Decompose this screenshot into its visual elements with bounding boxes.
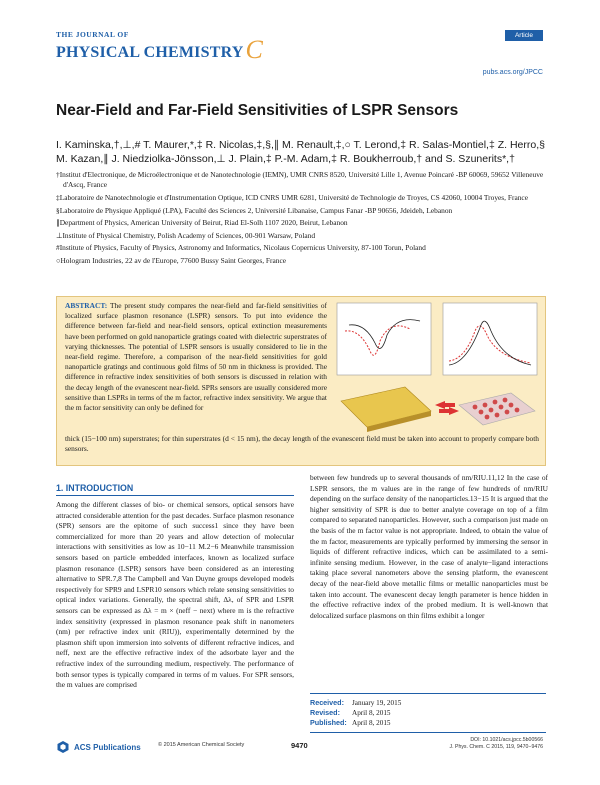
particle-grating-illustration xyxy=(459,393,535,425)
date-revised xyxy=(310,708,546,718)
date-published-value: April 8, 2015 xyxy=(352,719,391,728)
acs-hex-icon xyxy=(56,740,70,754)
page-number: 9470 xyxy=(291,741,308,750)
copyright-notice: © 2015 American Chemical Society xyxy=(158,742,245,748)
authors-line-1: I. Kaminska,†,⊥,# T. Maurer,*,‡ R. Nicolas,‡,§,∥ M. Renault,‡,○ T. Lerond,‡ R. Salas-Montiel,‡ Z. Herro,§ xyxy=(56,139,545,151)
date-received-value: January 19, 2015 xyxy=(352,699,402,707)
journal-prefix: THE JOURNAL OF xyxy=(56,30,129,39)
toc-graphic-svg xyxy=(335,301,541,434)
toc-graphic xyxy=(335,301,541,434)
journal-letter: C xyxy=(245,35,264,64)
journal-site-link[interactable]: pubs.acs.org/JPCC xyxy=(482,69,543,76)
author-list xyxy=(56,138,546,166)
publisher-logo[interactable] xyxy=(56,740,146,754)
abstract-label: ABSTRACT: xyxy=(65,301,108,310)
section-divider xyxy=(56,495,294,496)
comparison-arrow-back xyxy=(439,407,459,415)
body-column-left: Among the different classes of bio- or chemical sensors, optical sensors have attracted considerable attention for the past decades. Surface plasmon resonance (SPR) sensors are the epitome of such success1 since they have been commercialized for more than 20 years and allow detection of molecular interactions with sensitivities as low as 10−11 M.2−6 Meanwhile transmission sensors based on particle embedded interfaces, known as localized surface plasmon resonance (LSPR) sensors have been considered as an interesting alternative to SPR.7,8 The Campbell and Van Duyne groups developed models respectively for SPR9 and LSPR10 sensors which relate sensing sensitivities to optical index variations. Generally, the spectral shift, Δλ, of SPR and LSPR sensors can be expressed as Δλ = m × (neff − next) where m is the refractive index sensitivity (expressed in plasmon resonance peak shift in nanometers (nm) per refractive index unit (RIU)), experimentally determined by the plasmon shift upon immersion into solvents of different refractive indices, and neff, next are the effective refractive index of the adsorbate layer and the refractive index of the surrounding medium, respectively. The performance of both sensor types is typically compared in terms of m values. For SPR sensors, the m values are comprised xyxy=(56,500,294,690)
spectrum-panel-left xyxy=(337,303,431,375)
gold-film-illustration xyxy=(341,387,431,427)
publisher-name: ACS Publications xyxy=(74,742,141,752)
journal-masthead xyxy=(56,30,316,64)
affiliation-item: †Institut d'Electronique, de Microélectronique et de Nanotechnologie (IEMN), UMR CNRS 8520, Université Lille 1, Avenue Poincaré -BP 60069, 59652 Villeneuve d'Ascq, France xyxy=(56,170,544,190)
affiliation-item: ∥Department of Physics, American University of Beirut, Riad El-Solh 1107 2020, Beirut, Lebanon xyxy=(56,218,348,228)
authors-line-2: M. Kazan,∥ J. Niedziolka-Jönsson,⊥ J. Plain,‡ P.-M. Adam,‡ R. Boukherroub,† and S. Szunerits*,† xyxy=(56,153,515,165)
body-column-right: between few hundreds up to several thousands of nm/RIU.11,12 In the case of LSPR sensors, the m values are in the range of few hundreds of nm/RIU depending on the surface density of the nanoparticles.13−15 It is argued that the higher sensitivity of SPR is due to better analyte coverage on top of a film compared to separated nanoparticles. However, such a comparison just made on the basis of the m factor value is not appropriate. Indeed, to obtain the value of the m factor, measurements are typically performed by immersing the sensor in liquids of different refractive indices, which can be assimilated to a semi-infinite sensing medium. However, in the case of analyte−ligand interactions taking place several nanometers above the sensing platform, the evanescent decay of the near-field above metallic films or metallic nanoparticles must be taken into account. The evanescent decay length parameter is hence hidden in the effective refractive index of the probed medium. It is well-known that delocalized surface plasmons on thin films exhibit a longer xyxy=(310,473,548,620)
doi-link[interactable]: DOI: 10.1021/acs.jpcc.5b00566 xyxy=(470,737,543,743)
comparison-arrow xyxy=(435,401,455,409)
journal-name-row xyxy=(56,35,316,64)
affiliation-item: ‡Laboratoire de Nanotechnologie et d'Instrumentation Optique, ICD CNRS UMR 6281, Université de Technologie de Troyes, CS 42060, 10004 Troyes, France xyxy=(56,193,528,202)
abstract-text: The present study compares the near-field and far-field sensitivities of localized surface plasmon resonance (LSPR) sensors. To put into evidence the difference between far-field and near-field sensors, optical extinction measurements have been performed on gold nanoparticle gratings coated with dielectric superstrates of varying thicknesses. The potential of LSPR sensors is usually considered to lie in the near-field regime. Therefore, a comparison of the near-field sensitivities for gold nanoparticle gratings and continuous gold films of 50 nm in thickness is provided. The difference in refractive index sensitivities of both sensors is discussed in relation with the decay length of the evanescent near-field. SPRs sensors are usually considered more sensitive than LSPRs in terms of the m factor, refractive index sensitivity. We argue that the m factor sensitivity can only be defined for xyxy=(65,301,327,413)
affiliation-list xyxy=(56,170,546,269)
article-type-badge: Article xyxy=(505,30,543,41)
journal-name: PHYSICAL CHEMISTRY xyxy=(56,44,244,61)
abstract-body xyxy=(65,301,327,413)
spectrum-panel-right xyxy=(443,303,537,375)
paper-title: Near-Field and Far-Field Sensitivities of LSPR Sensors xyxy=(56,102,459,119)
date-received xyxy=(310,698,546,708)
section-heading-introduction: 1. INTRODUCTION xyxy=(56,483,134,493)
publication-dates xyxy=(310,693,546,733)
affiliation-item: ⊥Institute of Physical Chemistry, Polish Academy of Sciences, 00-901 Warsaw, Poland xyxy=(56,230,316,240)
affiliation-item: #Institute of Physics, Faculty of Physics, Astronomy and Informatics, Nicolaus Copernicus University, 87-100 Torun, Poland xyxy=(56,243,426,253)
date-received-label: Received: xyxy=(310,698,344,707)
citation: J. Phys. Chem. C 2015, 119, 9470−9476 xyxy=(449,744,543,750)
affiliation-item: ○Hologram Industries, 22 av de l'Europe, 77600 Bussy Saint Georges, France xyxy=(56,255,287,265)
date-revised-value: April 8, 2015 xyxy=(352,709,391,718)
date-revised-label: Revised: xyxy=(310,708,340,718)
date-published-label: Published: xyxy=(310,718,347,728)
affiliation-item: §Laboratoire de Physique Appliqué (LPA), Faculté des Sciences 2, Université Libanaise, Campus Fanar -BP 90656, Jdeideh, Lebanon xyxy=(56,205,453,215)
doi-block xyxy=(450,737,543,751)
abstract-tail: thick (15−100 nm) superstrates; for thin superstrates (d < 15 nm), the decay length of the evanescent field must be taken into account to properly compare both sensors. xyxy=(65,434,539,454)
abstract-box xyxy=(56,296,546,466)
date-published xyxy=(310,718,546,728)
